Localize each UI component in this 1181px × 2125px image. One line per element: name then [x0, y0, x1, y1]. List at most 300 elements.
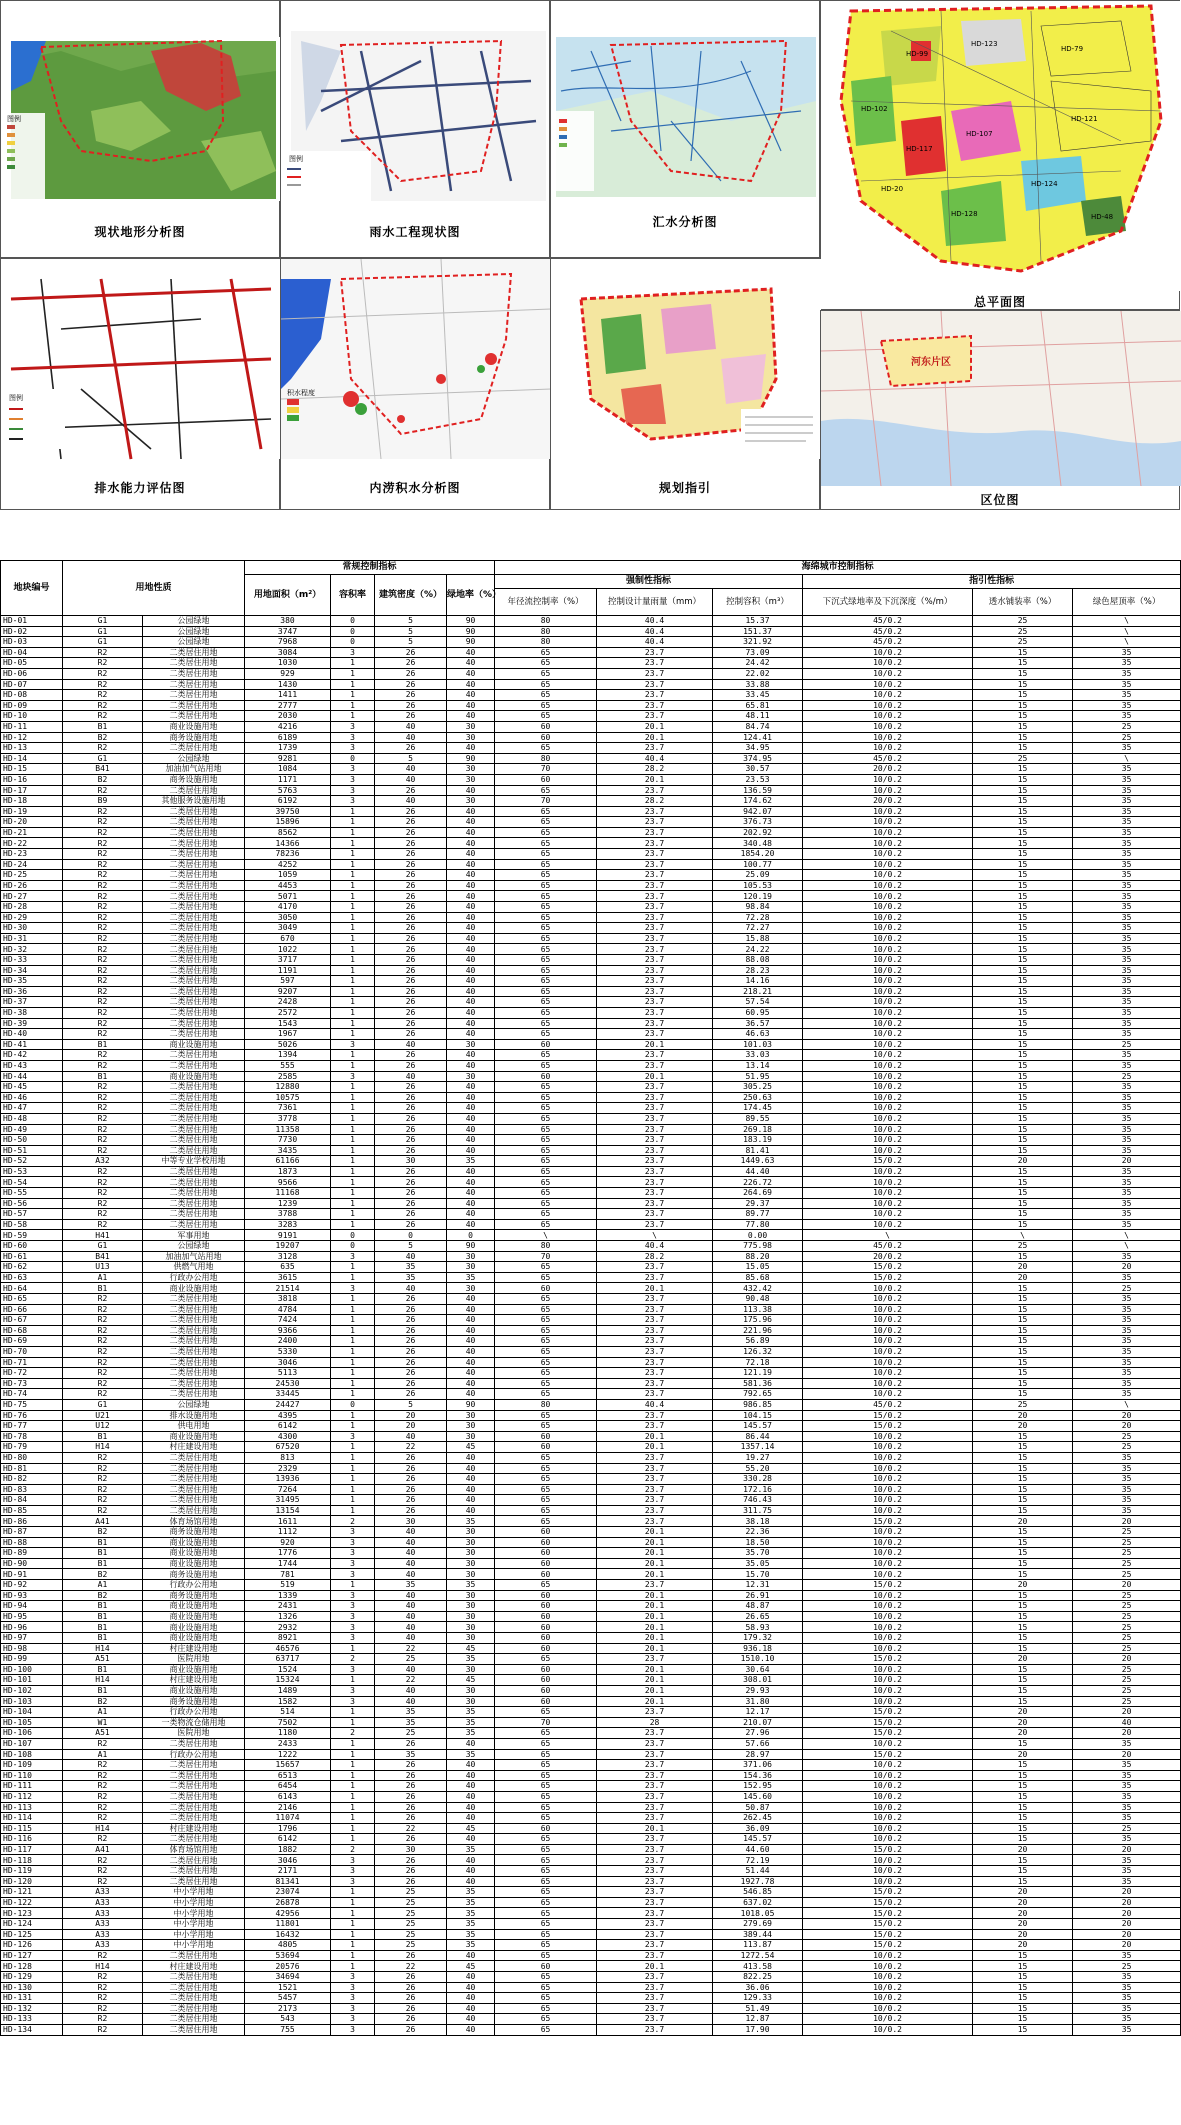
- cell-code: HD-62: [1, 1262, 63, 1273]
- cell-use-code: R2: [63, 1050, 143, 1061]
- cell-use-code: R2: [63, 1124, 143, 1135]
- cell-area: 11358: [245, 1124, 331, 1135]
- cell-use-code: G1: [63, 626, 143, 637]
- cell-density: 25: [375, 1919, 447, 1930]
- cell-far: 1: [331, 1325, 375, 1336]
- cell-use-name: 二类居住用地: [143, 1876, 245, 1887]
- cell-green: 30: [447, 1527, 495, 1538]
- cell-sunken: 10/0.2: [803, 1007, 973, 1018]
- cell-use-code: R2: [63, 986, 143, 997]
- cell-permeable: 15: [973, 2024, 1073, 2035]
- cell-green: 30: [447, 1664, 495, 1675]
- cell-volume: 85.68: [713, 1272, 803, 1283]
- cell-green: 40: [447, 1092, 495, 1103]
- table-row: [1, 1527, 1181, 1538]
- cell-green: 40: [447, 1113, 495, 1124]
- cell-sunken: 10/0.2: [803, 849, 973, 860]
- cell-area: 7968: [245, 637, 331, 648]
- cell-use-code: R2: [63, 1188, 143, 1199]
- cell-sunken: 10/0.2: [803, 1368, 973, 1379]
- cell-area: 2171: [245, 1866, 331, 1877]
- table-row: [1, 1474, 1181, 1485]
- cell-code: HD-01: [1, 616, 63, 627]
- catchment-panel: [550, 0, 820, 258]
- cell-runoff: 65: [495, 1707, 597, 1718]
- cell-green: 40: [447, 986, 495, 997]
- cell-use-name: 二类居住用地: [143, 827, 245, 838]
- cell-density: 26: [375, 986, 447, 997]
- cell-area: 1112: [245, 1527, 331, 1538]
- cell-density: 26: [375, 1389, 447, 1400]
- cell-permeable: 15: [973, 1696, 1073, 1707]
- table-row: [1, 1580, 1181, 1591]
- cell-runoff: 65: [495, 1410, 597, 1421]
- cell-code: HD-11: [1, 721, 63, 732]
- table-row: [1, 1919, 1181, 1930]
- cell-use-name: 商业设施用地: [143, 721, 245, 732]
- cell-sunken: 10/0.2: [803, 1082, 973, 1093]
- cell-area: 6454: [245, 1781, 331, 1792]
- cell-volume: 12.87: [713, 2014, 803, 2025]
- cell-roof: 20: [1073, 1580, 1181, 1591]
- cell-use-code: B1: [63, 1548, 143, 1559]
- table-row: [1, 1993, 1181, 2004]
- cell-permeable: 15: [973, 721, 1073, 732]
- cell-volume: 50.87: [713, 1802, 803, 1813]
- cell-green: 40: [447, 870, 495, 881]
- cell-area: 1239: [245, 1198, 331, 1209]
- cell-area: 53694: [245, 1950, 331, 1961]
- cell-sunken: 10/0.2: [803, 1474, 973, 1485]
- cell-volume: 30.64: [713, 1664, 803, 1675]
- cell-area: 3788: [245, 1209, 331, 1220]
- cell-sunken: 15/0.2: [803, 1940, 973, 1951]
- cell-use-name: 二类居住用地: [143, 1177, 245, 1188]
- cell-area: 67520: [245, 1442, 331, 1453]
- table-row: [1, 1654, 1181, 1665]
- cell-area: 597: [245, 976, 331, 987]
- cell-use-code: W1: [63, 1717, 143, 1728]
- cell-permeable: 15: [973, 923, 1073, 934]
- cell-code: HD-96: [1, 1622, 63, 1633]
- cell-use-name: 商业设施用地: [143, 1537, 245, 1548]
- cell-volume: 129.33: [713, 1993, 803, 2004]
- cell-volume: 0.00: [713, 1230, 803, 1241]
- cell-green: 30: [447, 721, 495, 732]
- cell-far: 1: [331, 668, 375, 679]
- cell-rainfall: 23.7: [597, 849, 713, 860]
- cell-runoff: 65: [495, 1749, 597, 1760]
- cell-rainfall: 23.7: [597, 1919, 713, 1930]
- cell-use-name: 商业设施用地: [143, 1039, 245, 1050]
- cell-area: 23074: [245, 1887, 331, 1898]
- cell-sunken: 10/0.2: [803, 1982, 973, 1993]
- cell-rainfall: 23.7: [597, 1294, 713, 1305]
- cell-sunken: 45/0.2: [803, 1241, 973, 1252]
- cell-use-name: 供燃气用地: [143, 1262, 245, 1273]
- table-row: [1, 1717, 1181, 1728]
- table-row: [1, 1643, 1181, 1654]
- cell-runoff: 65: [495, 1802, 597, 1813]
- cell-use-code: H41: [63, 1230, 143, 1241]
- cell-use-code: A1: [63, 1272, 143, 1283]
- cell-volume: 18.50: [713, 1537, 803, 1548]
- cell-code: HD-31: [1, 933, 63, 944]
- table-row: [1, 700, 1181, 711]
- table-row: [1, 976, 1181, 987]
- cell-use-name: 行政办公用地: [143, 1272, 245, 1283]
- cell-roof: 25: [1073, 1569, 1181, 1580]
- cell-far: 3: [331, 1633, 375, 1644]
- cell-density: 40: [375, 1527, 447, 1538]
- table-row: [1, 721, 1181, 732]
- cell-code: HD-07: [1, 679, 63, 690]
- table-row: [1, 880, 1181, 891]
- cell-code: HD-114: [1, 1813, 63, 1824]
- cell-use-code: B1: [63, 1685, 143, 1696]
- cell-sunken: 15/0.2: [803, 1272, 973, 1283]
- cell-sunken: 15/0.2: [803, 1516, 973, 1527]
- cell-use-code: G1: [63, 637, 143, 648]
- cell-runoff: 65: [495, 1315, 597, 1326]
- cell-green: 40: [447, 1336, 495, 1347]
- cell-use-code: B1: [63, 1431, 143, 1442]
- cell-area: 4300: [245, 1431, 331, 1442]
- cell-area: 5071: [245, 891, 331, 902]
- cell-sunken: 10/0.2: [803, 1601, 973, 1612]
- cell-volume: 24.22: [713, 944, 803, 955]
- cell-green: 40: [447, 1760, 495, 1771]
- cell-use-code: U21: [63, 1410, 143, 1421]
- cell-runoff: 65: [495, 1145, 597, 1156]
- cell-sunken: 10/0.2: [803, 1823, 973, 1834]
- cell-roof: 35: [1073, 1484, 1181, 1495]
- cell-use-code: R2: [63, 1855, 143, 1866]
- cell-code: HD-104: [1, 1707, 63, 1718]
- cell-volume: 36.09: [713, 1823, 803, 1834]
- cell-far: 3: [331, 1569, 375, 1580]
- cell-far: 1: [331, 1749, 375, 1760]
- cell-runoff: 60: [495, 1622, 597, 1633]
- cell-roof: 35: [1073, 658, 1181, 669]
- cell-area: 2146: [245, 1802, 331, 1813]
- cell-green: 40: [447, 817, 495, 828]
- table-row: [1, 637, 1181, 648]
- cell-far: 3: [331, 1071, 375, 1082]
- cell-roof: 20: [1073, 1929, 1181, 1940]
- cell-runoff: 60: [495, 1558, 597, 1569]
- svg-text:HD-99: HD-99: [906, 50, 929, 58]
- cell-density: 26: [375, 976, 447, 987]
- cell-rainfall: 20.1: [597, 1527, 713, 1538]
- table-row: [1, 668, 1181, 679]
- cell-sunken: 15/0.2: [803, 1728, 973, 1739]
- cell-runoff: 65: [495, 1738, 597, 1749]
- cell-permeable: 15: [973, 806, 1073, 817]
- cell-roof: 25: [1073, 1633, 1181, 1644]
- cell-area: 1744: [245, 1558, 331, 1569]
- cell-roof: 20: [1073, 1749, 1181, 1760]
- cell-use-name: 二类居住用地: [143, 1802, 245, 1813]
- cell-runoff: 65: [495, 1855, 597, 1866]
- cell-sunken: 10/0.2: [803, 1325, 973, 1336]
- cell-area: 6513: [245, 1770, 331, 1781]
- cell-volume: 581.36: [713, 1378, 803, 1389]
- cell-roof: 35: [1073, 1474, 1181, 1485]
- cell-permeable: 15: [973, 1802, 1073, 1813]
- cell-green: 30: [447, 1590, 495, 1601]
- cell-volume: 35.05: [713, 1558, 803, 1569]
- cell-use-code: R2: [63, 880, 143, 891]
- cell-roof: \: [1073, 1399, 1181, 1410]
- cell-volume: 175.96: [713, 1315, 803, 1326]
- cell-roof: 35: [1073, 1135, 1181, 1146]
- svg-text:HD-121: HD-121: [1071, 115, 1098, 123]
- cell-runoff: 60: [495, 1664, 597, 1675]
- cell-density: 25: [375, 1908, 447, 1919]
- cell-far: 3: [331, 1855, 375, 1866]
- cell-permeable: 15: [973, 1474, 1073, 1485]
- cell-use-code: R2: [63, 806, 143, 817]
- cell-volume: 376.73: [713, 817, 803, 828]
- table-row: [1, 1760, 1181, 1771]
- sub-header-guide: 指引性指标: [803, 575, 1181, 589]
- cell-sunken: 10/0.2: [803, 1972, 973, 1983]
- table-row: [1, 1961, 1181, 1972]
- cell-use-code: R2: [63, 1103, 143, 1114]
- table-row: [1, 1431, 1181, 1442]
- cell-volume: 305.25: [713, 1082, 803, 1093]
- cell-code: HD-36: [1, 986, 63, 997]
- cell-use-name: 体育场馆用地: [143, 1516, 245, 1527]
- cell-green: 45: [447, 1823, 495, 1834]
- drainage-map: [1, 259, 281, 459]
- cell-volume: 28.97: [713, 1749, 803, 1760]
- cell-permeable: 25: [973, 753, 1073, 764]
- col-header-code: 地块编号: [1, 561, 63, 616]
- cell-code: HD-57: [1, 1209, 63, 1220]
- cell-density: 35: [375, 1717, 447, 1728]
- table-row: [1, 827, 1181, 838]
- cell-use-name: 商务设施用地: [143, 1527, 245, 1538]
- cell-rainfall: 23.7: [597, 1707, 713, 1718]
- cell-green: 35: [447, 1272, 495, 1283]
- cell-rainfall: 40.4: [597, 626, 713, 637]
- cell-use-name: 二类居住用地: [143, 1813, 245, 1824]
- cell-permeable: 15: [973, 1463, 1073, 1474]
- cell-use-code: R2: [63, 1060, 143, 1071]
- cell-runoff: 65: [495, 1972, 597, 1983]
- cell-use-name: 二类居住用地: [143, 1368, 245, 1379]
- cell-area: 11168: [245, 1188, 331, 1199]
- table-row: [1, 1442, 1181, 1453]
- cell-sunken: 10/0.2: [803, 1527, 973, 1538]
- cell-permeable: 15: [973, 1103, 1073, 1114]
- cell-use-code: R2: [63, 1738, 143, 1749]
- cell-rainfall: 23.7: [597, 1940, 713, 1951]
- cell-area: 7264: [245, 1484, 331, 1495]
- cell-runoff: 60: [495, 721, 597, 732]
- cell-roof: 35: [1073, 1855, 1181, 1866]
- cell-green: 40: [447, 902, 495, 913]
- cell-sunken: 10/0.2: [803, 838, 973, 849]
- cell-runoff: 60: [495, 1696, 597, 1707]
- col-header-density: 建筑密度（%）: [375, 575, 447, 616]
- cell-code: HD-16: [1, 774, 63, 785]
- cell-use-code: R2: [63, 1463, 143, 1474]
- cell-use-code: B1: [63, 1283, 143, 1294]
- cell-use-code: B1: [63, 1558, 143, 1569]
- cell-green: 40: [447, 679, 495, 690]
- cell-sunken: 10/0.2: [803, 1283, 973, 1294]
- cell-density: 40: [375, 796, 447, 807]
- cell-use-name: 二类居住用地: [143, 1294, 245, 1305]
- cell-volume: 1018.05: [713, 1908, 803, 1919]
- cell-green: 40: [447, 785, 495, 796]
- cell-permeable: 15: [973, 1611, 1073, 1622]
- cell-code: HD-25: [1, 870, 63, 881]
- cell-density: 5: [375, 1399, 447, 1410]
- cell-density: 26: [375, 711, 447, 722]
- cell-use-code: A33: [63, 1887, 143, 1898]
- cell-code: HD-10: [1, 711, 63, 722]
- cell-roof: \: [1073, 626, 1181, 637]
- cell-use-name: 二类居住用地: [143, 1781, 245, 1792]
- cell-area: 2400: [245, 1336, 331, 1347]
- cell-use-name: 中小学用地: [143, 1919, 245, 1930]
- cell-green: 40: [447, 976, 495, 987]
- table-row: [1, 679, 1181, 690]
- cell-area: 5457: [245, 1993, 331, 2004]
- cell-roof: 20: [1073, 1516, 1181, 1527]
- cell-permeable: 15: [973, 1569, 1073, 1580]
- cell-area: 1430: [245, 679, 331, 690]
- cell-code: HD-83: [1, 1484, 63, 1495]
- cell-area: 5330: [245, 1346, 331, 1357]
- cell-use-name: 二类居住用地: [143, 1495, 245, 1506]
- cell-roof: 35: [1073, 1251, 1181, 1262]
- table-row: [1, 1071, 1181, 1082]
- cell-use-code: A33: [63, 1940, 143, 1951]
- table-row: [1, 732, 1181, 743]
- cell-code: HD-81: [1, 1463, 63, 1474]
- cell-runoff: 60: [495, 1643, 597, 1654]
- cell-sunken: 10/0.2: [803, 891, 973, 902]
- cell-rainfall: 23.7: [597, 1993, 713, 2004]
- cell-volume: 15.88: [713, 933, 803, 944]
- cell-green: 40: [447, 711, 495, 722]
- cell-far: 1: [331, 1357, 375, 1368]
- cell-green: 40: [447, 827, 495, 838]
- cell-runoff: 60: [495, 732, 597, 743]
- cell-use-code: R2: [63, 668, 143, 679]
- cell-code: HD-127: [1, 1950, 63, 1961]
- cell-density: 26: [375, 955, 447, 966]
- cell-roof: 25: [1073, 1537, 1181, 1548]
- cell-volume: 12.31: [713, 1580, 803, 1591]
- cell-use-code: B2: [63, 1590, 143, 1601]
- cell-code: HD-14: [1, 753, 63, 764]
- cell-area: 2585: [245, 1071, 331, 1082]
- cell-use-code: R2: [63, 2014, 143, 2025]
- cell-area: 13936: [245, 1474, 331, 1485]
- cell-use-code: R2: [63, 1389, 143, 1400]
- cell-use-name: 二类居住用地: [143, 1304, 245, 1315]
- cell-area: 9191: [245, 1230, 331, 1241]
- cell-use-code: R2: [63, 817, 143, 828]
- cell-green: 40: [447, 1389, 495, 1400]
- cell-green: 40: [447, 1463, 495, 1474]
- cell-code: HD-03: [1, 637, 63, 648]
- cell-volume: 218.21: [713, 986, 803, 997]
- table-row: [1, 1696, 1181, 1707]
- cell-sunken: 10/0.2: [803, 1177, 973, 1188]
- cell-sunken: 10/0.2: [803, 1060, 973, 1071]
- group-header-sponge: 海绵城市控制指标: [495, 561, 1181, 575]
- cell-permeable: 15: [973, 1961, 1073, 1972]
- cell-volume: 1927.78: [713, 1876, 803, 1887]
- cell-use-code: A33: [63, 1929, 143, 1940]
- cell-rainfall: 23.7: [597, 891, 713, 902]
- cell-area: 3283: [245, 1219, 331, 1230]
- cell-permeable: 15: [973, 1813, 1073, 1824]
- cell-volume: 26.65: [713, 1611, 803, 1622]
- rain-legend-title: 图例: [289, 155, 303, 163]
- cell-volume: 775.98: [713, 1241, 803, 1252]
- cell-area: 3128: [245, 1251, 331, 1262]
- cell-far: 1: [331, 1346, 375, 1357]
- cell-far: 0: [331, 1241, 375, 1252]
- cell-code: HD-61: [1, 1251, 63, 1262]
- cell-green: 0: [447, 1230, 495, 1241]
- cell-use-code: R2: [63, 1346, 143, 1357]
- cell-use-name: 加油加气站用地: [143, 764, 245, 775]
- cell-rainfall: 20.1: [597, 1039, 713, 1050]
- cell-permeable: 15: [973, 1124, 1073, 1135]
- svg-text:HD-107: HD-107: [966, 130, 993, 138]
- cell-roof: 35: [1073, 1325, 1181, 1336]
- cell-volume: 56.89: [713, 1336, 803, 1347]
- cell-area: 3049: [245, 923, 331, 934]
- cell-rainfall: 23.7: [597, 1103, 713, 1114]
- cell-rainfall: 20.1: [597, 1558, 713, 1569]
- cell-sunken: 10/0.2: [803, 817, 973, 828]
- cell-roof: 35: [1073, 944, 1181, 955]
- location-panel: [820, 310, 1180, 510]
- cell-sunken: 10/0.2: [803, 1124, 973, 1135]
- cell-code: HD-98: [1, 1643, 63, 1654]
- cell-code: HD-84: [1, 1495, 63, 1506]
- cell-volume: 121.19: [713, 1368, 803, 1379]
- cell-far: 1: [331, 817, 375, 828]
- cell-rainfall: 40.4: [597, 637, 713, 648]
- cell-green: 40: [447, 1018, 495, 1029]
- cell-roof: 35: [1073, 1463, 1181, 1474]
- cell-density: 26: [375, 1209, 447, 1220]
- cell-permeable: 15: [973, 1431, 1073, 1442]
- cell-roof: 25: [1073, 1685, 1181, 1696]
- cell-rainfall: 23.7: [597, 679, 713, 690]
- cell-green: 30: [447, 1622, 495, 1633]
- cell-sunken: 45/0.2: [803, 753, 973, 764]
- cell-volume: 113.38: [713, 1304, 803, 1315]
- cell-use-name: 二类居住用地: [143, 700, 245, 711]
- cell-density: 22: [375, 1823, 447, 1834]
- cell-sunken: 10/0.2: [803, 1633, 973, 1644]
- cell-code: HD-75: [1, 1399, 63, 1410]
- cell-rainfall: 28.2: [597, 796, 713, 807]
- cell-sunken: 10/0.2: [803, 647, 973, 658]
